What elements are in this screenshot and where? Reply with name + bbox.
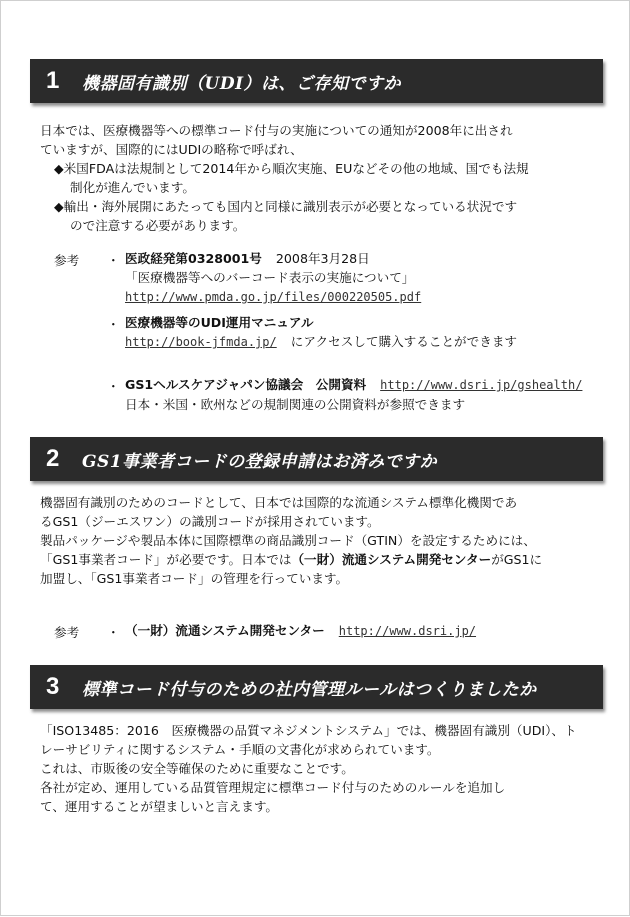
s1-ref-2-title: 医療機器等のUDI運用マニュアル <box>125 315 314 330</box>
s2-paragraph-line: 製品パッケージや製品本体に国際標準の商品識別コード（GTIN）を設定するためには、 <box>40 533 536 548</box>
s1-ref-3-bullet: ・ <box>107 379 120 394</box>
s1-bullet-2-cont: ので注意する必要があります。 <box>70 218 246 233</box>
section-2-header <box>30 437 603 481</box>
s3-paragraph-line: 「ISO13485：2016 医療機器の品質マネジメントシステム」では、機器固有識別（UDI）、ト <box>40 723 577 738</box>
s1-paragraph-line: ていますが、国際的にはUDIの略称で呼ばれ、 <box>40 142 303 157</box>
s1-ref-1-date: 2008年3月28日 <box>275 251 370 266</box>
page <box>1 1 630 917</box>
s1-ref-3-subtitle: 日本・米国・欧州などの規制関連の公開資料が参照できます <box>125 397 466 412</box>
s1-bullet-1: ◆米国FDAは法規制として2014年から順次実施、EUなどその他の地域、国でも法規 <box>54 161 529 176</box>
s3-paragraph-line: レーサビリティに関するシステム・手順の文書化が求められています。 <box>40 742 440 757</box>
s1-ref-2-bullet: ・ <box>107 317 120 332</box>
s1-bullet-2: ◆輸出・海外展開にあたっても国内と同様に識別表示が必要となっている状況です <box>54 199 518 214</box>
section-3-number: 3 <box>46 673 60 700</box>
s2-ref-1-bullet: ・ <box>107 625 120 640</box>
s2-ref-1-title: （一財）流通システム開発センター <box>125 623 325 638</box>
s1-ref-1-link[interactable]: http://www.pmda.go.jp/files/000220505.pdf <box>125 290 422 304</box>
s2-reference-label: 参考 <box>54 625 80 640</box>
s2-p4-bold: （一財）流通システム開発センター <box>291 552 492 567</box>
s3-paragraph-line: 各社が定め、運用している品質管理規定に標準コード付与のためのルールを追加し <box>40 780 506 795</box>
s2-ref-1 <box>125 621 476 641</box>
section-1-number: 1 <box>46 67 60 94</box>
s1-ref-1 <box>125 249 421 307</box>
s3-paragraph-line: て、運用することが望ましいと言えます。 <box>40 799 279 814</box>
section-3-title: 標準コード付与のための社内管理ルールはつくりましたか <box>82 679 537 700</box>
section-3-body <box>40 721 610 816</box>
section-2-number: 2 <box>46 445 60 472</box>
s1-bullet-1-cont: 制化が進んでいます。 <box>70 180 195 195</box>
s2-paragraph-line <box>40 550 610 569</box>
s1-ref-1-bullet: ・ <box>107 253 120 268</box>
section-1-title: 機器固有識別（UDI）は、ご存知ですか <box>82 73 402 94</box>
s1-ref-3-link[interactable]: http://www.dsri.jp/gshealth/ <box>380 378 583 392</box>
s1-ref-1-subtitle: 「医療機器等へのバーコード表示の実施について」 <box>125 270 415 285</box>
s1-ref-2-link[interactable]: http://book-jfmda.jp/ <box>125 335 277 349</box>
s3-paragraph-line: これは、市販後の安全等確保のために重要なことです。 <box>40 761 354 776</box>
s2-paragraph-line: 加盟し、「GS1事業者コード」の管理を行っています。 <box>40 571 349 586</box>
s1-ref-3-title: GS1ヘルスケアジャパン協議会 公開資料 <box>125 377 367 392</box>
s2-ref-1-link[interactable]: http://www.dsri.jp/ <box>338 624 477 638</box>
s2-p4-post: がGS1に <box>491 552 543 567</box>
section-3-header <box>30 665 603 709</box>
s1-ref-2-note: にアクセスして購入することができます <box>290 334 518 349</box>
section-2-body <box>40 493 610 588</box>
s1-reference-label: 参考 <box>54 253 80 268</box>
s2-paragraph-line: るGS1（ジーエスワン）の識別コードが採用されています。 <box>40 514 380 529</box>
section-2-title: GS1事業者コードの登録申請はお済みですか <box>82 451 438 472</box>
s2-p4-pre: 「GS1事業者コード」が必要です。日本では <box>40 552 292 567</box>
s1-ref-1-title: 医政経発第0328001号 <box>125 251 262 266</box>
s2-paragraph-line: 機器固有識別のためのコードとして、日本では国際的な流通システム標準化機関であ <box>40 495 518 510</box>
section-1-body <box>40 121 610 235</box>
s1-ref-3 <box>125 375 582 414</box>
s1-ref-2 <box>125 313 517 352</box>
section-1-header <box>30 59 603 103</box>
s1-paragraph-line: 日本では、医療機器等への標準コード付与の実施についての通知が2008年に出され <box>40 123 513 138</box>
